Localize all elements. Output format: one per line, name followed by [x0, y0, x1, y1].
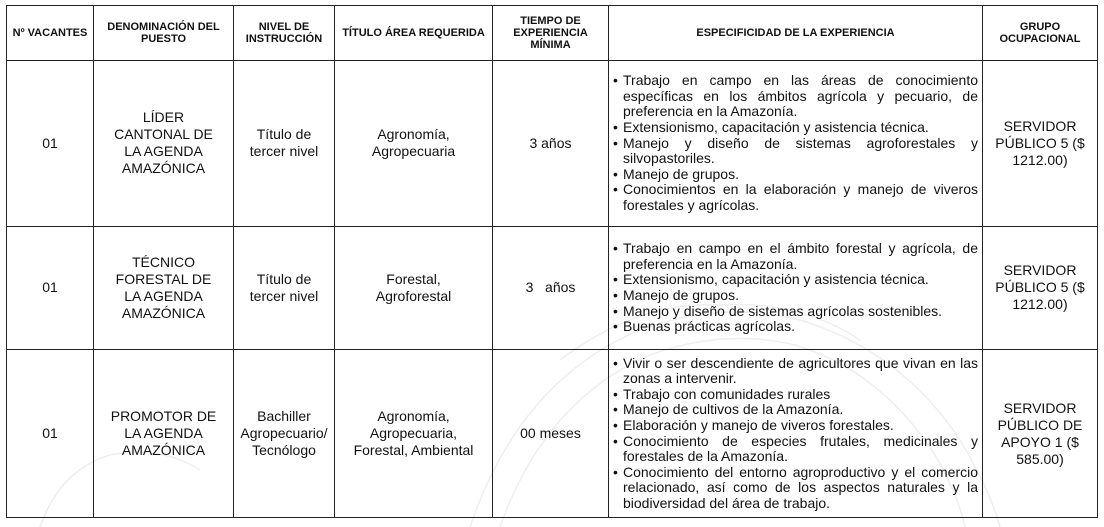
header-tiempo: TIEMPO DE EXPERIENCIA MÍNIMA	[493, 6, 609, 61]
table-row	[7, 61, 1098, 227]
cell-tiempo: 3 años	[493, 226, 609, 349]
list-item: • Manejo y diseño de sistemas agrícolas sostenibles.	[613, 304, 978, 320]
table-row	[7, 226, 1098, 349]
cell-nivel: Bachiller Agropecuario/ Tecnólogo	[234, 350, 335, 518]
cell-especificidad	[609, 226, 983, 349]
list-item: • Extensionismo, capacitación y asistencia técnica.	[613, 272, 978, 288]
cell-denominacion: TÉCNICO FORESTAL DE LA AGENDA AMAZÓNICA	[94, 226, 234, 349]
list-item: • Buenas prácticas agrícolas.	[613, 319, 978, 335]
header-denominacion: DENOMINACIÓN DEL PUESTO	[94, 6, 234, 61]
cell-especificidad	[609, 350, 983, 518]
cell-denominacion: PROMOTOR DE LA AGENDA AMAZÓNICA	[94, 350, 234, 518]
list-item: • Trabajo con comunidades rurales	[613, 387, 978, 403]
cell-grupo: SERVIDOR PÚBLICO DE APOYO 1 ($ 585.00)	[983, 350, 1098, 518]
specificity-list	[613, 241, 978, 335]
cell-tiempo: 3 años	[493, 61, 609, 227]
specificity-list	[613, 73, 978, 213]
cell-grupo: SERVIDOR PÚBLICO 5 ($ 1212.00)	[983, 61, 1098, 227]
list-item: • Manejo de grupos.	[613, 167, 978, 183]
cell-tiempo: 00 meses	[493, 350, 609, 518]
cell-vacantes: 01	[7, 350, 94, 518]
list-item: • Trabajo en campo en las áreas de conocimiento específicas en los ámbitos agrícola y pecuario, de preferencia en la Amazonía.	[613, 73, 978, 120]
header-vacantes: Nº VACANTES	[7, 6, 94, 61]
cell-denominacion: LÍDER CANTONAL DE LA AGENDA AMAZÓNICA	[94, 61, 234, 227]
cell-nivel: Título de tercer nivel	[234, 61, 335, 227]
header-especificidad: ESPECIFICIDAD DE LA EXPERIENCIA	[609, 6, 983, 61]
cell-nivel: Título de tercer nivel	[234, 226, 335, 349]
list-item: • Vivir o ser descendiente de agricultores que vivan en las zonas a intervenir.	[613, 356, 978, 387]
header-nivel: NIVEL DE INSTRUCCIÓN	[234, 6, 335, 61]
list-item: • Conocimiento de especies frutales, medicinales y forestales de la Amazonía.	[613, 434, 978, 465]
specificity-list	[613, 356, 978, 512]
list-item: • Conocimiento del entorno agroproductivo y el comercio relacionado, así como de los aspectos naturales y la biodiversidad del área de trabajo.	[613, 465, 978, 512]
cell-vacantes: 01	[7, 61, 94, 227]
cell-vacantes: 01	[7, 226, 94, 349]
list-item: • Conocimientos en la elaboración y manejo de viveros forestales y agrícolas.	[613, 182, 978, 213]
vacancies-table	[6, 5, 1098, 518]
list-item: • Extensionismo, capacitación y asistencia técnica.	[613, 120, 978, 136]
list-item: • Manejo y diseño de sistemas agroforestales y silvopastoriles.	[613, 136, 978, 167]
cell-titulo: Forestal, Agroforestal	[335, 226, 493, 349]
cell-titulo: Agronomía, Agropecuaria, Forestal, Ambiental	[335, 350, 493, 518]
list-item: • Manejo de grupos.	[613, 288, 978, 304]
cell-grupo: SERVIDOR PÚBLICO 5 ($ 1212.00)	[983, 226, 1098, 349]
list-item: • Manejo de cultivos de la Amazonía.	[613, 402, 978, 418]
table-row	[7, 350, 1098, 518]
cell-especificidad	[609, 61, 983, 227]
cell-titulo: Agronomía, Agropecuaria	[335, 61, 493, 227]
list-item: • Trabajo en campo en el ámbito forestal y agrícola, de preferencia en la Amazonía.	[613, 241, 978, 272]
header-grupo: GRUPO OCUPACIONAL	[983, 6, 1098, 61]
list-item: • Elaboración y manejo de viveros forestales.	[613, 418, 978, 434]
header-titulo: TÍTULO ÁREA REQUERIDA	[335, 6, 493, 61]
header-row	[7, 6, 1098, 61]
